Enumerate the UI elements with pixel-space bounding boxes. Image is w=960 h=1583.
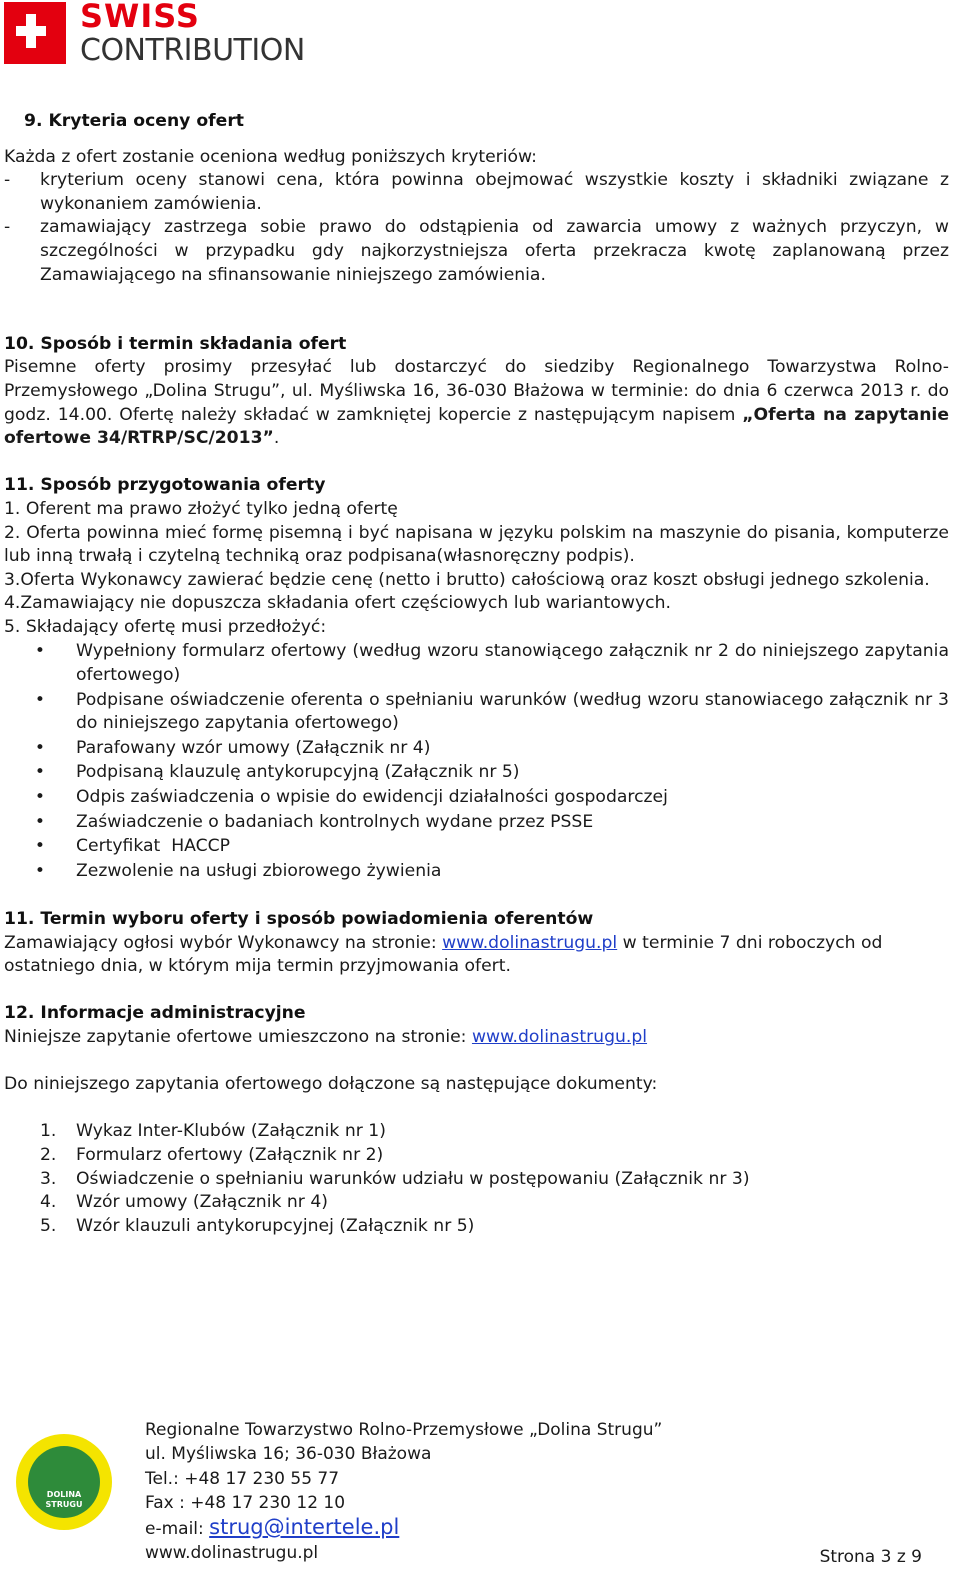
admin-text: Niniejsze zapytanie ofertowe umieszczono na stronie: www.dolinastrugu.pl bbox=[4, 1026, 648, 1047]
list-item: 4. Wzór umowy (Załącznik nr 4) bbox=[40, 1192, 328, 1213]
section-11-title: 11. Sposób przygotowania oferty bbox=[4, 475, 326, 496]
footer-contact bbox=[145, 1418, 925, 1566]
bullet-icon: • bbox=[34, 860, 46, 881]
list-item: 3. Oświadczenie o spełnianiu warunków udziału w postępowaniu (Załącznik nr 3) bbox=[40, 1168, 750, 1189]
bullet-icon: • bbox=[34, 689, 46, 710]
list-item: • Zezwolenie na usługi zbiorowego żywienia bbox=[4, 860, 949, 884]
prep-line: 4.Zamawiający nie dopuszcza składania ofert częściowych lub wariantowych. bbox=[4, 593, 671, 614]
footer-fax: Fax : +48 17 230 12 10 bbox=[145, 1492, 346, 1513]
website-link[interactable]: www.dolinastrugu.pl bbox=[442, 932, 618, 953]
list-item: • Podpisane oświadczenie oferenta o spełnianiu warunków (według wzoru stanowiacego załącznik nr 3 do niniejszego zapytania ofertowego) bbox=[4, 689, 949, 736]
footer-org: Regionalne Towarzystwo Rolno-Przemysłowe „Dolina Strugu” bbox=[145, 1420, 663, 1440]
footer-email-row: e-mail: strug@intertele.pl bbox=[145, 1515, 400, 1540]
prep-line: 2. Oferta powinna mieć formę pisemną i być napisana w języku polskim na maszynie do pisania, komputerze lub inną trwałą i czytelną techniką oraz podpisana(własnoręczny podpis). bbox=[4, 522, 949, 567]
docs-intro: Do niniejszego zapytania ofertowego dołączone są następujące dokumenty: bbox=[4, 1074, 658, 1095]
brand-line1: SWISS bbox=[80, 0, 200, 35]
section-9-intro: Każda z ofert zostanie oceniona według poniższych kryteriów: bbox=[4, 146, 537, 167]
document-body bbox=[4, 110, 949, 1238]
list-item: • Certyfikat HACCP bbox=[4, 835, 949, 859]
footer-address: ul. Myśliwska 16; 36-030 Błażowa bbox=[145, 1444, 432, 1465]
list-item: • Parafowany wzór umowy (Załącznik nr 4) bbox=[4, 737, 949, 761]
brand-line2: CONTRIBUTION bbox=[80, 33, 305, 68]
prep-line: 3.Oferta Wykonawcy zawierać będzie cenę (netto i brutto) całościową oraz koszt obsługi jednego szkolenia. bbox=[4, 569, 930, 590]
list-item: 5. Wzór klauzuli antykorupcyjnej (Załącznik nr 5) bbox=[40, 1215, 475, 1236]
list-item: 2. Formularz ofertowy (Załącznik nr 2) bbox=[40, 1144, 384, 1165]
list-item: • Zaświadczenie o badaniach kontrolnych wydane przez PSSE bbox=[4, 811, 949, 835]
section-10-body: Pisemne oferty prosimy przesyłać lub dostarczyć do siedziby Regionalnego Towarzystwa Rolno-Przemysłowego „Dolina Strugu”, ul. Myśliwska 16, 36-030 Błażowa w terminie: do dnia 6 czerwca 2013 r. do godz. 14.00. Ofertę należy składać w zamkniętej kopercie z następującym napisem „Oferta na zapytanie ofertowe 34/RTRP/SC/2013”. bbox=[4, 357, 949, 449]
bullet-icon: • bbox=[34, 762, 46, 783]
page-number: Strona 3 z 9 bbox=[819, 1547, 922, 1567]
bullet-icon: • bbox=[34, 811, 46, 832]
email-link[interactable]: strug@intertele.pl bbox=[209, 1515, 400, 1540]
list-item: • Odpis zaświadczenia o wpisie do ewidencji działalności gospodarczej bbox=[4, 786, 949, 810]
website-link[interactable]: www.dolinastrugu.pl bbox=[471, 1026, 648, 1047]
criteria-item: - kryterium oceny stanowi cena, która powinna obejmować wszystkie koszty i składniki związane z wykonaniem zamówienia. bbox=[4, 170, 949, 214]
section-12-title: 12. Informacje administracyjne bbox=[4, 1003, 306, 1024]
criteria-item: - zamawiający zastrzega sobie prawo do odstąpienia od zawarcia umowy z ważnych przyczyn, w szczególności w przypadku gdy najkorzystniejsza oferta przekracza kwotę zaplanowaną przez Zamawiającego na sfinansowanie niniejszego zamówienia. bbox=[4, 217, 949, 285]
swiss-cross-bar bbox=[16, 26, 46, 36]
prep-line: 5. Składający ofertę musi przedłożyć: bbox=[4, 616, 327, 637]
bullet-icon: • bbox=[34, 787, 46, 808]
list-item: • Wypełniony formularz ofertowy (według wzoru stanowiącego załącznik nr 2 do niniejszego zapytania ofertowego) bbox=[4, 640, 949, 687]
list-item: 1. Wykaz Inter-Klubów (Załącznik nr 1) bbox=[40, 1121, 386, 1142]
list-item: • Podpisaną klauzulę antykorupcyjną (Załącznik nr 5) bbox=[4, 761, 949, 785]
section-10-title: 10. Sposób i termin składania ofert bbox=[4, 333, 347, 354]
section-9-title: 9. Kryteria oceny ofert bbox=[24, 111, 245, 131]
selection-text: Zamawiający ogłosi wybór Wykonawcy na stronie: www.dolinastrugu.pl w terminie 7 dni roboczych od ostatniego dnia, w którym mija termin przyjmowania ofert. bbox=[4, 932, 883, 977]
bullet-icon: • bbox=[34, 737, 46, 758]
footer-website: www.dolinastrugu.pl bbox=[145, 1543, 319, 1564]
logo-text: DOLINA STRUGU bbox=[45, 1490, 83, 1509]
bullet-icon: • bbox=[34, 836, 46, 857]
bullet-icon: • bbox=[34, 641, 46, 662]
prep-line: 1. Oferent ma prawo złożyć tylko jedną ofertę bbox=[4, 498, 398, 519]
footer-tel: Tel.: +48 17 230 55 77 bbox=[145, 1468, 340, 1489]
section-11b-title: 11. Termin wyboru oferty i sposób powiadomienia oferentów bbox=[4, 909, 594, 929]
